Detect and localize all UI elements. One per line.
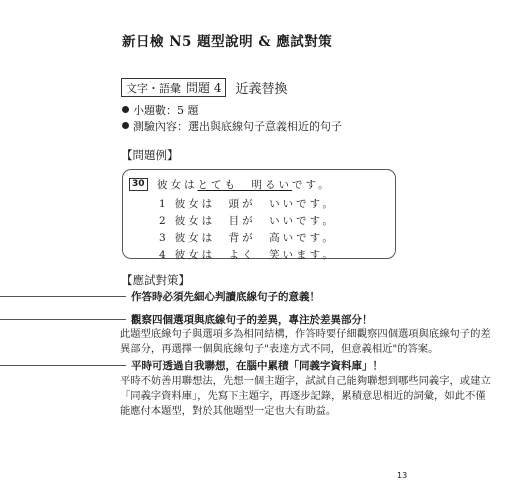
question-type-header [121,78,287,97]
tip-3-title: 平時可透過自我聯想，在腦中累積「同義字資料庫」！ [131,360,383,372]
example-box [122,169,396,259]
underlined-phrase: とても 明るい [197,179,292,191]
strategy-heading: 【應試對策】 [121,273,190,287]
bullet-icon [122,106,129,113]
tip-3-body: 平時不妨善用聯想法，先想一個主題字，試試自己能夠聯想到哪些同義字，或建立 「同義字資料庫」，先寫下主題字，再逐步記錄，累積意思相近的詞彙，如此不僅 能應付本題型，對於其他題型一定也大有助益。 [120,375,491,417]
page-title: 新日檢 N5 題型說明 & 應試對策 [122,34,333,50]
question-number: 問題 4 [186,81,222,95]
page-number: 13 [397,471,408,480]
example-question: 彼女はとても 明るいです。 [157,179,332,191]
option-1: 1 彼女は 頭が いいです。 [159,198,336,210]
tip-rule [0,365,126,366]
tip-rule [0,296,126,297]
example-heading: 【問題例】 [121,148,179,162]
tip-rule [0,319,126,320]
info-content: 測驗內容：選出與底線句子意義相近的句子 [122,118,342,134]
question-type-label [121,78,226,97]
option-2: 2 彼女は 目が いいです。 [159,215,336,227]
example-number: 30 [129,178,148,191]
question-type-name: 近義替換 [235,82,288,97]
info-count: 小題數：5 題 [122,102,199,118]
tip-2-body: 此題型底線句子與選項多為相同結構，作答時要仔細觀察四個選項與底線句子的差 異部分，再選擇一個與底線句子"表達方式不同，但意義相近"的答案。 [120,328,491,355]
option-3: 3 彼女は 背が 高いです。 [159,232,336,244]
question-category: 文字・語彙 [126,81,181,95]
option-4: 4 彼女は よく 笑います。 [159,249,336,261]
tip-1-title: 作答時必須先細心判讀底線句子的意義！ [131,291,320,303]
tip-2-title: 觀察四個選項與底線句子的差異，專注於差異部分！ [131,314,373,326]
bullet-icon [122,122,129,129]
